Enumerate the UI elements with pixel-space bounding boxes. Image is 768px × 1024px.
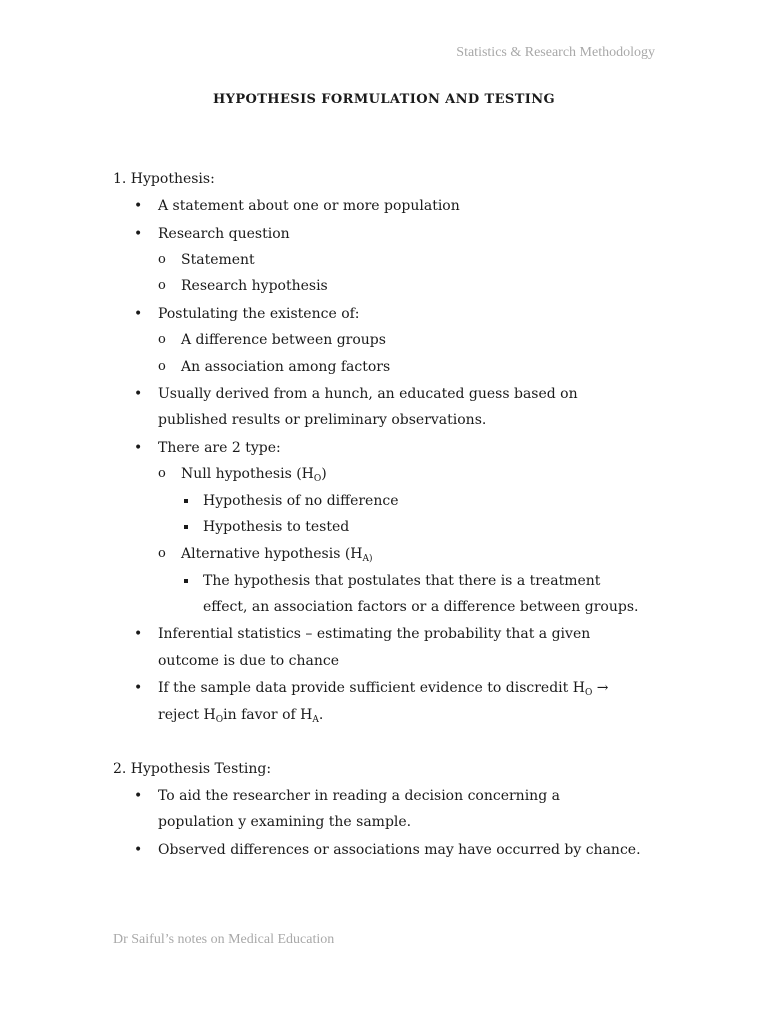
section-1-heading: 1. Hypothesis: — [113, 171, 215, 187]
bullet-marker: • — [134, 626, 143, 642]
bullet-marker: • — [134, 306, 143, 322]
list-item-continuation: published results or preliminary observations. — [158, 412, 487, 428]
page-title: HYPOTHESIS FORMULATION AND TESTING — [212, 92, 556, 107]
square-marker — [184, 579, 188, 583]
subscript: A) — [362, 554, 373, 564]
sub-list-item-null-hypothesis — [181, 465, 327, 483]
square-marker — [184, 499, 188, 503]
list-item-continuation: outcome is due to chance — [158, 653, 340, 669]
sub-sub-list-item: Hypothesis to tested — [203, 519, 350, 535]
list-item: Observed differences or associations may have occurred by chance. — [158, 842, 641, 858]
text: Alternative hypothesis (H — [181, 546, 363, 562]
right-arrow-icon: → — [596, 680, 609, 696]
bullet-marker: • — [134, 440, 143, 456]
square-marker — [184, 525, 188, 529]
subscript: O — [313, 474, 322, 484]
bullet-marker: • — [134, 226, 143, 242]
text: in favor of H — [223, 707, 313, 723]
list-item: To aid the researcher in reading a decision concerning a — [158, 788, 560, 804]
sub-list-item-alternative-hypothesis — [181, 545, 373, 563]
bullet-marker: • — [134, 680, 143, 696]
sub-sub-list-item-continuation: effect, an association factors or a difference between groups. — [203, 599, 639, 615]
bullet-marker: • — [134, 386, 143, 402]
sub-sub-list-item: The hypothesis that postulates that there is a treatment — [203, 573, 601, 589]
list-item: A statement about one or more population — [158, 198, 460, 214]
text: ) — [321, 466, 327, 482]
subscript: O — [584, 688, 593, 698]
list-item: There are 2 type: — [158, 440, 281, 456]
bullet-marker: • — [134, 788, 143, 804]
running-header: Statistics & Research Methodology — [456, 45, 655, 60]
list-item: Postulating the existence of: — [158, 306, 360, 322]
text: reject H — [158, 707, 216, 723]
subscript: A — [312, 715, 319, 725]
list-item: Inferential statistics – estimating the probability that a given — [158, 626, 591, 642]
circle-marker: o — [158, 359, 166, 374]
subscript: O — [215, 715, 224, 725]
sub-list-item: An association among factors — [181, 359, 391, 375]
circle-marker: o — [158, 278, 166, 293]
list-item: Research question — [158, 226, 290, 242]
sub-sub-list-item: Hypothesis of no difference — [203, 493, 399, 509]
text: . — [318, 707, 324, 723]
list-item-continuation — [158, 706, 323, 724]
sub-list-item: A difference between groups — [181, 332, 386, 348]
circle-marker: o — [158, 332, 166, 347]
circle-marker: o — [158, 252, 166, 267]
sub-list-item: Statement — [181, 252, 255, 268]
running-footer: Dr Saiful’s notes on Medical Education — [113, 932, 335, 947]
text: Null hypothesis (H — [181, 466, 314, 482]
circle-marker: o — [158, 546, 166, 561]
list-item — [158, 679, 609, 697]
list-item: Usually derived from a hunch, an educated guess based on — [158, 386, 578, 402]
circle-marker: o — [158, 466, 166, 481]
text: If the sample data provide sufficient evidence to discredit H — [158, 680, 585, 696]
list-item-continuation: population y examining the sample. — [158, 814, 412, 830]
bullet-marker: • — [134, 198, 143, 214]
section-2-heading: 2. Hypothesis Testing: — [113, 761, 272, 777]
sub-list-item: Research hypothesis — [181, 278, 328, 294]
bullet-marker: • — [134, 842, 143, 858]
